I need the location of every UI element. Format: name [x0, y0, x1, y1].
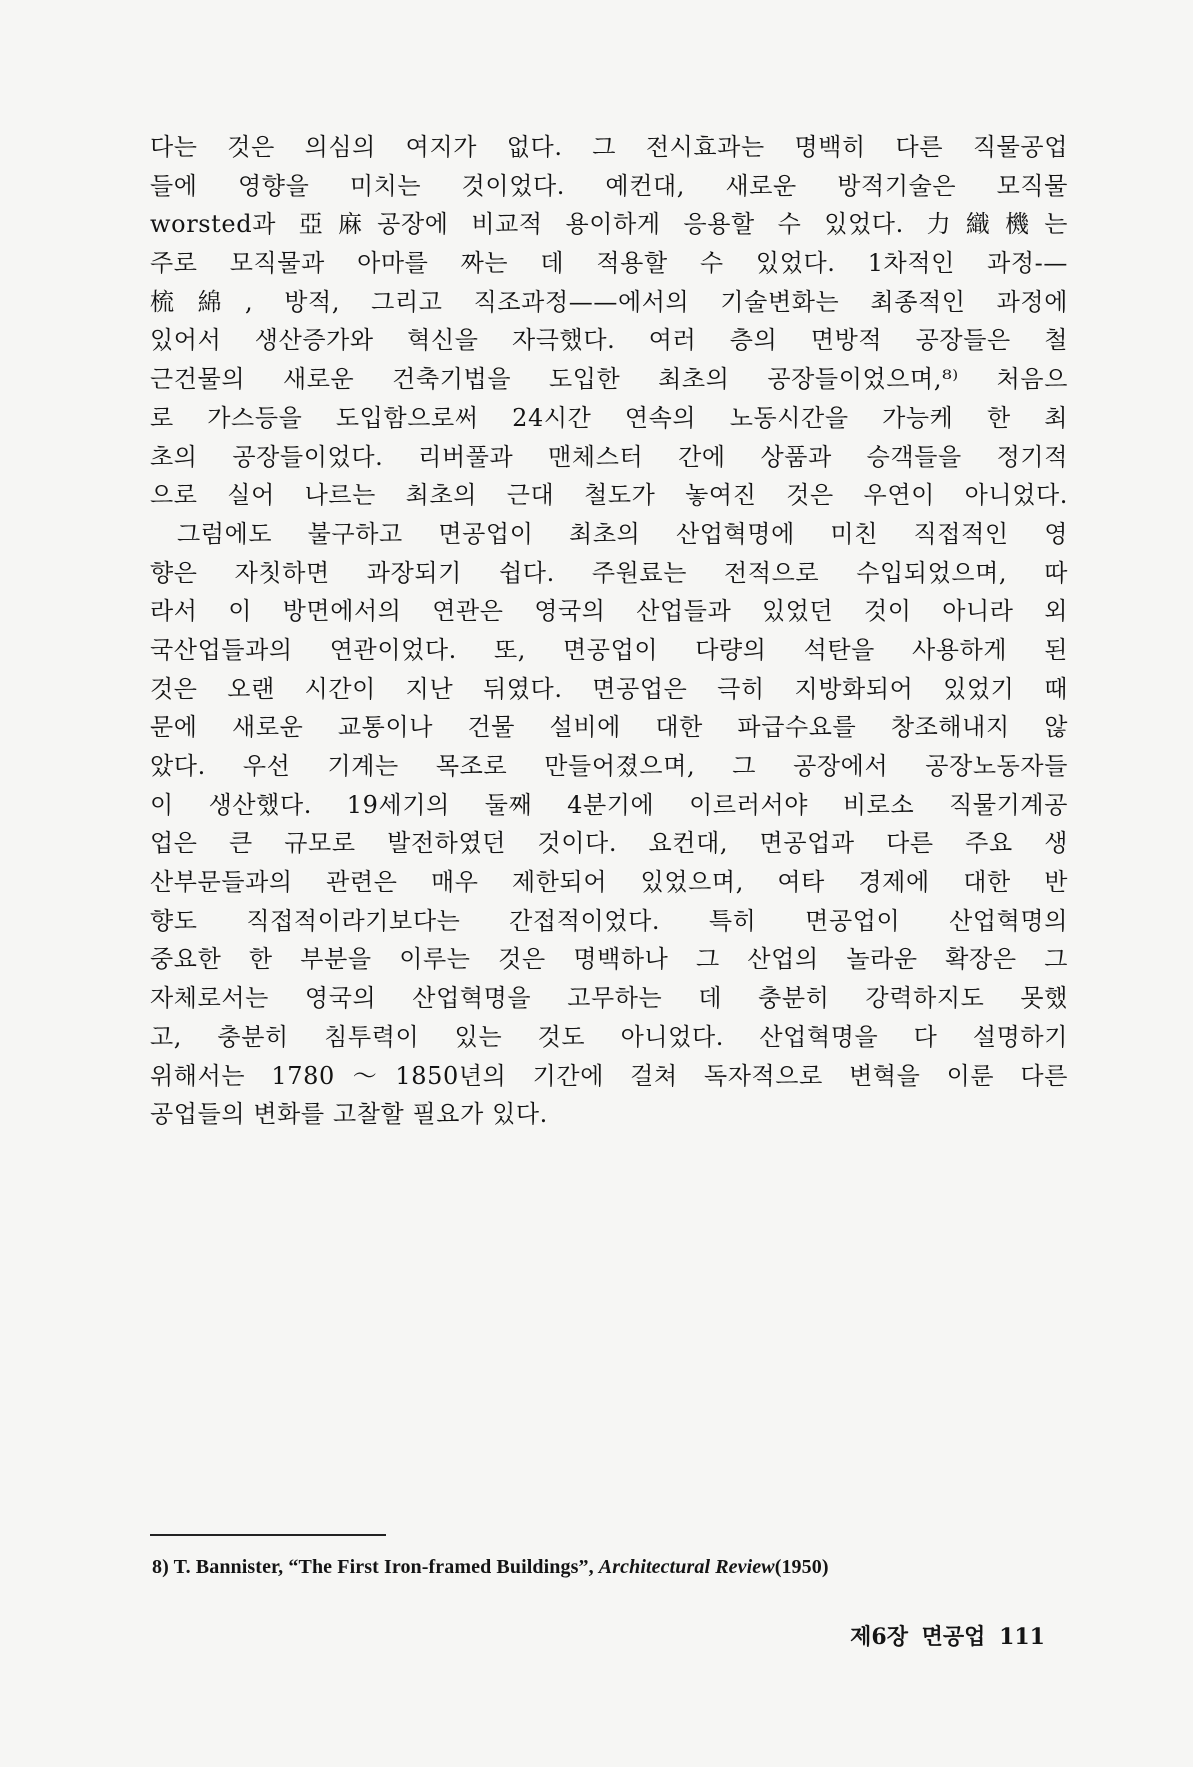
chapter-label: 제6장	[850, 1624, 908, 1650]
text-line: 주로 모직물과 아마를 짜는 데 적용할 수 있었다. 1차적인 과정-—	[150, 249, 1068, 278]
text-line: 향도 직접적이라기보다는 간접적이었다. 특히 면공업이 산업혁명의	[150, 906, 1068, 935]
text-line: 근건물의 새로운 건축기법을 도입한 최초의 공장들이었으며,⁸⁾ 처음으	[150, 365, 1068, 394]
text-line: 라서 이 방면에서의 연관은 영국의 산업들과 있었던 것이 아니라 외	[150, 597, 1068, 626]
text-line: 국산업들과의 연관이었다. 또, 면공업이 다량의 석탄을 사용하게 된	[150, 635, 1068, 664]
text-line: 것은 오랜 시간이 지난 뒤였다. 면공업은 극히 지방화되어 있었기 때	[150, 674, 1068, 703]
footnote-title: “The First Iron-framed Buildings”,	[288, 1556, 594, 1578]
text-line: 위해서는 1780～1850년의 기간에 걸쳐 독자적으로 변혁을 이룬 다른	[150, 1061, 1068, 1090]
paragraph-1	[150, 128, 1068, 515]
footnote-divider	[150, 1534, 386, 1536]
text-line: 초의 공장들이었다. 리버풀과 맨체스터 간에 상품과 승객들을 정기적	[150, 442, 1068, 471]
body-text	[150, 128, 1068, 1134]
text-line: 향은 자칫하면 과장되기 쉽다. 주원료는 전적으로 수입되었으며, 따	[150, 558, 1068, 587]
running-footer	[600, 1620, 1045, 1651]
chapter-title: 면공업	[921, 1624, 986, 1650]
text-line: 문에 새로운 교통이나 건물 설비에 대한 파급수요를 창조해내지 않	[150, 713, 1068, 742]
footnote-source: Architectural Review	[598, 1556, 775, 1578]
text-line: 중요한 한 부분을 이루는 것은 명백하나 그 산업의 놀라운 확장은 그	[150, 945, 1068, 974]
text-line: 梳綿, 방적, 그리고 직조과정——에서의 기술변화는 최종적인 과정에	[150, 287, 1068, 316]
text-line: 있어서 생산증가와 혁신을 자극했다. 여러 층의 면방적 공장들은 철	[150, 326, 1068, 355]
footnote-number: 8)	[152, 1556, 169, 1578]
text-line: 그럼에도 불구하고 면공업이 최초의 산업혁명에 미친 직접적인 영	[177, 519, 1068, 548]
text-line: 고, 충분히 침투력이 있는 것도 아니었다. 산업혁명을 다 설명하기	[150, 1022, 1068, 1051]
text-line: 이 생산했다. 19세기의 둘째 4분기에 이르러서야 비로소 직물기계공	[150, 790, 1068, 819]
text-line: 들에 영향을 미치는 것이었다. 예컨대, 새로운 방적기술은 모직물	[150, 171, 1068, 200]
text-line: 았다. 우선 기계는 목조로 만들어졌으며, 그 공장에서 공장노동자들	[150, 752, 1068, 780]
text-line: 업은 큰 규모로 발전하였던 것이다. 요컨대, 면공업과 다른 주요 생	[150, 829, 1068, 858]
footnote	[152, 1556, 1047, 1579]
footnote-year: (1950)	[774, 1556, 829, 1578]
text-line: 으로 실어 나르는 최초의 근대 철도가 놓여진 것은 우연이 아니었다.	[150, 481, 1068, 510]
footnote-author: T. Bannister,	[173, 1556, 284, 1578]
text-line: 산부문들과의 관련은 매우 제한되어 있었으며, 여타 경제에 대한 반	[150, 868, 1068, 897]
text-line: 자체로서는 영국의 산업혁명을 고무하는 데 충분히 강력하지도 못했	[150, 984, 1068, 1013]
text-line: worsted과 亞麻공장에 비교적 용이하게 응용할 수 있었다. 力織機는	[150, 210, 1068, 239]
paragraph-2	[150, 515, 1068, 1134]
text-line: 공업들의 변화를 고찰할 필요가 있다.	[150, 1100, 548, 1129]
page-number: 111	[999, 1624, 1045, 1650]
text-line: 다는 것은 의심의 여지가 없다. 그 전시효과는 명백히 다른 직물공업	[150, 133, 1068, 161]
text-line: 로 가스등을 도입함으로써 24시간 연속의 노동시간을 가능케 한 최	[150, 403, 1068, 432]
